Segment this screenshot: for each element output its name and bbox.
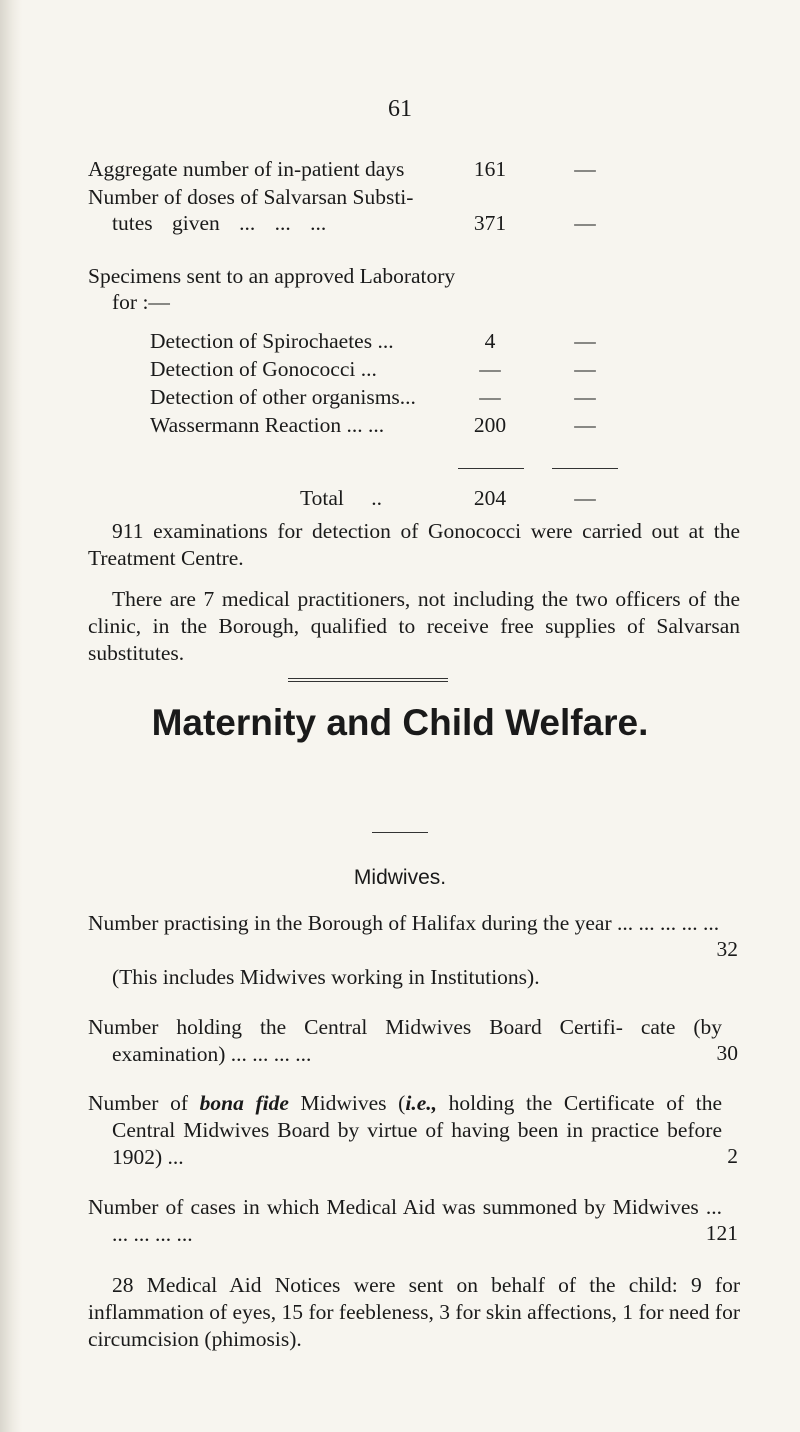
specimen-row-label: Detection of Spirochaetes ...: [150, 329, 394, 353]
specimen-row-col2: —: [574, 329, 596, 353]
midwife-item-bona-fide: [88, 1090, 722, 1171]
specimens-intro-2: for :—: [112, 290, 170, 314]
midwife-item-text: Number practising in the Borough of Halifax during the year ... ... ... ... ...: [88, 911, 720, 935]
midwife-item-text: Midwives (: [300, 1091, 406, 1115]
midwife-item-text: Number of cases in which Medical Aid was summoned by Midwives ... ... ... ... ...: [88, 1195, 722, 1246]
specimens-intro-1: Specimens sent to an approved Laboratory: [88, 264, 456, 288]
specimen-row-value: —: [479, 385, 501, 409]
midwife-item-value: 2: [727, 1144, 738, 1168]
row-salvarsan-label-2: tutes given ... ... ...: [112, 211, 327, 235]
total-col2: —: [574, 486, 596, 510]
subheading: Midwives.: [353, 866, 447, 889]
midwife-item-text: holding the Certificate of the Central Midwives Board by virtue of having been in practice before 1902) ...: [112, 1091, 723, 1169]
row-inpatient-days-label: Aggregate number of in-patient days: [88, 157, 405, 181]
row-inpatient-days-value: 161: [473, 157, 507, 181]
midwife-item-certificate: [88, 1014, 722, 1068]
total-rule-2: [552, 468, 618, 469]
specimen-row-value: 4: [484, 329, 496, 353]
row-salvarsan-col2: —: [574, 211, 596, 235]
section-divider: [288, 678, 448, 679]
midwife-item-text: Number holding the Central Midwives Board Certifi- cate (by examination) ... ... ... ...: [88, 1015, 722, 1066]
paragraph-practitioners: There are 7 medical practitioners, not including the two officers of the clinic, in the Borough, qualified to receive free supplies of Salvarsan substitutes.: [88, 587, 740, 665]
specimen-row-value: 200: [473, 413, 507, 437]
row-salvarsan-label-1: Number of doses of Salvarsan Substi-: [88, 185, 414, 209]
paragraph-gonococci: 911 examinations for detection of Gonococci were carried out at the Treatment Centre.: [88, 519, 740, 570]
midwife-item-value: 121: [705, 1221, 738, 1245]
specimen-row-col2: —: [574, 357, 596, 381]
specimen-row-label: Detection of Gonococci ...: [150, 357, 377, 381]
midwife-item-value: 30: [716, 1041, 738, 1065]
midwife-item-text: Number of: [88, 1091, 188, 1115]
total-label: Total ..: [300, 486, 382, 510]
total-value: 204: [473, 486, 507, 510]
midwife-item-italic: i.e.,: [405, 1091, 437, 1115]
midwife-item-value: 32: [716, 937, 738, 961]
total-rule-1: [458, 468, 524, 469]
section-heading: Maternity and Child Welfare.: [151, 702, 649, 743]
heading-underline: [372, 832, 428, 833]
page-number: 61: [388, 96, 412, 122]
specimen-row-label: Detection of other organisms...: [150, 385, 416, 409]
specimen-row-value: —: [479, 357, 501, 381]
midwife-item-medical-aid: [88, 1194, 722, 1248]
midwife-item-practising: [88, 910, 722, 937]
midwife-item-note: (This includes Midwives working in Institutions).: [112, 965, 540, 989]
specimen-row-col2: —: [574, 385, 596, 409]
specimen-row-col2: —: [574, 413, 596, 437]
paragraph-notices: 28 Medical Aid Notices were sent on behalf of the child: 9 for inflammation of eyes, 15 for feebleness, 3 for skin affections, 1 for need for circumcision (phimosis).: [88, 1273, 740, 1351]
row-salvarsan-value: 371: [473, 211, 507, 235]
specimen-row-label: Wassermann Reaction ... ...: [150, 413, 385, 437]
row-inpatient-days-col2: —: [574, 157, 596, 181]
section-divider: [288, 681, 448, 682]
midwife-item-italic: bona fide: [199, 1091, 289, 1115]
